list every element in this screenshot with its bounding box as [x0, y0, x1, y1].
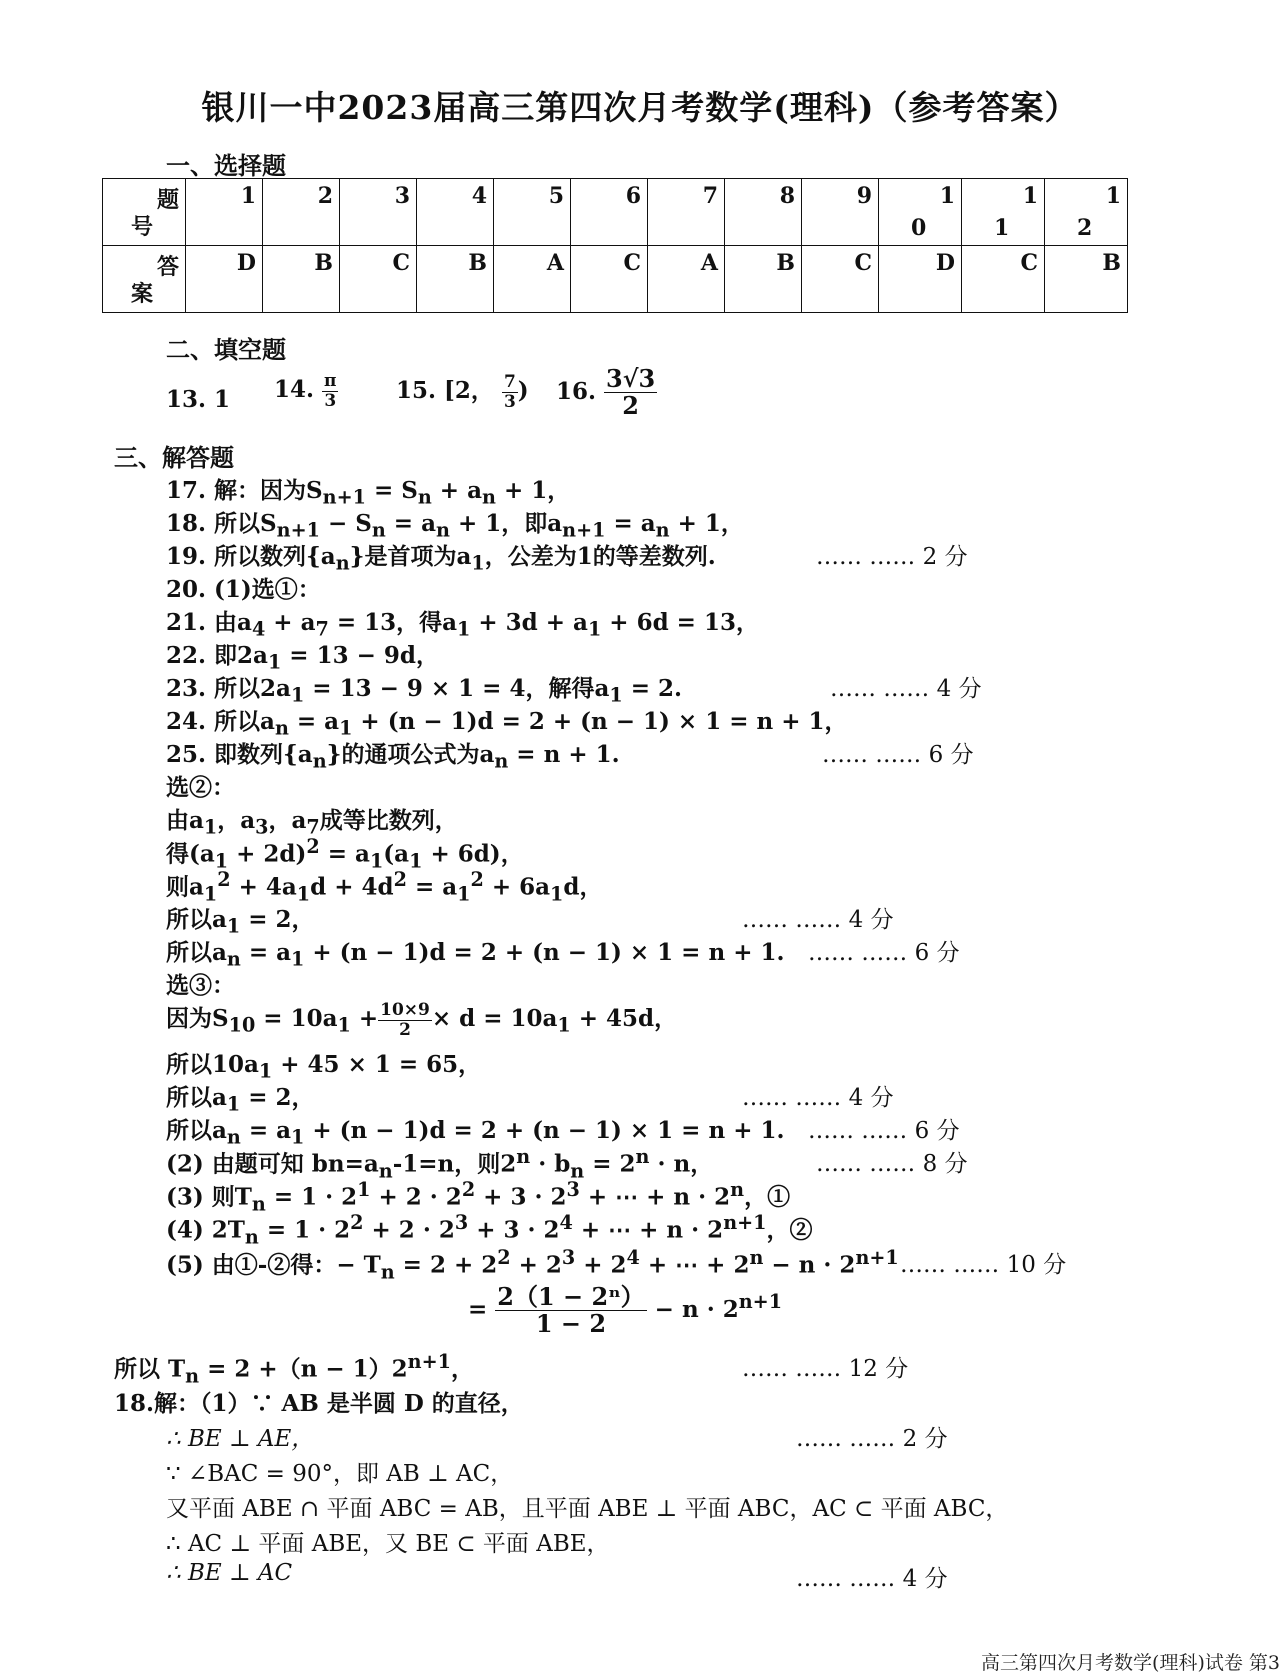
answer-cell: C: [802, 246, 879, 313]
solution-line: 所以$a_n = a_1 + (n - 1)d = 2 + (n - 1) \times 1 = n + 1$.: [166, 939, 785, 971]
solution-line: 21. 由$a_4 + a_7 = 13$，得$a_1 + 3d + a_1 + 6d = 13$，: [166, 609, 759, 641]
number-cell: 1 1: [962, 179, 1045, 246]
answer-cell: C: [962, 246, 1045, 313]
score-marker: …… …… 6 分: [808, 1118, 960, 1144]
table-row-numbers: [103, 179, 1128, 246]
solution-line: ∴ BE ⊥ AC: [166, 1560, 293, 1586]
solution-line: 所以 $T_n = 2 +(n - 1)2^{n+1}$，: [114, 1350, 474, 1388]
solution-line: 23. 所以$2a_1 = 13 - 9 \times 1 = 4$，解得$a_1 = 2$.: [166, 675, 682, 707]
solution-line: = $\frac{\text{2（1 − 2ⁿ）}}{1 - 2}$ − $n \cdot 2^{n+1}$: [468, 1282, 783, 1339]
number-cell: 9: [802, 179, 879, 246]
answer-15: 15. [2， $\frac{7}{3}$ ): [396, 371, 529, 412]
answer-cell: D: [879, 246, 962, 313]
score-marker: …… …… 10 分: [900, 1252, 1067, 1278]
section-solution-heading: 三、解答题: [114, 443, 234, 472]
score-marker: …… …… 2 分: [816, 544, 968, 570]
header-cell-answer: 答 案: [103, 246, 186, 313]
solution-line: 20. (1)选①：: [166, 576, 321, 603]
number-cell: 5: [494, 179, 571, 246]
answer-cell: B: [725, 246, 802, 313]
score-marker: …… …… 6 分: [808, 940, 960, 966]
solution-line: 19. 所以数列$\{a_n\}$是首项为$a_1$，公差为1的等差数列.: [166, 543, 716, 575]
solution-line: ∵ ∠BAC = 90°，即 AB ⊥ AC，: [166, 1461, 514, 1487]
solution-line: 又平面 ABE ∩ 平面 ABC = AB，且平面 ABE ⊥ 平面 ABC，AC ⊂ 平面 ABC，: [166, 1496, 1009, 1522]
solution-line: 24. 所以$a_n = a_1 + (n - 1)d = 2 + (n - 1) \times 1 = n + 1$，: [166, 708, 848, 740]
answer-cell: A: [648, 246, 725, 313]
number-cell: 1 0: [879, 179, 962, 246]
answer-cell: D: [186, 246, 263, 313]
number-cell: 3: [340, 179, 417, 246]
section-fill-heading: 二、填空题: [166, 335, 286, 364]
solution-line: 18.解：（1）∵ AB 是半圆 D 的直径，: [114, 1390, 524, 1417]
score-marker: …… …… 2 分: [796, 1426, 948, 1452]
solution-line: 由$a_1$，$a_3$，$a_7$成等比数列，: [166, 807, 458, 839]
number-cell: 7: [648, 179, 725, 246]
solution-line: (5) 由①-②得：− $T_n = 2 + 2^2 + 2^3 + 2^4$ + ⋯ + $2^n - n \cdot 2^{n+1}$: [166, 1246, 899, 1284]
solution-line: 17. 解：因为$S_{n+1} = S_n + a_n + 1$，: [166, 477, 571, 509]
answer-16: 16. $\frac{3√3}{2}$: [556, 364, 656, 421]
score-marker: …… …… 12 分: [742, 1356, 909, 1382]
score-marker: …… …… 8 分: [816, 1151, 968, 1177]
solution-line: 得$(a_1 + 2d)^2 = a_1(a_1 + 6d)$，: [166, 835, 524, 873]
solution-line: 则$a_1^2 + 4a_1d + 4d^2 = a_1^2 + 6a_1d$，: [166, 868, 603, 906]
number-cell: 8: [725, 179, 802, 246]
solution-line: 因为$S_{10} = 10a_1$ + $\frac{10\times 9}{2}$ × $d = 10a_1 + 45d$，: [166, 999, 678, 1040]
page-title: 银川一中2023届高三第四次月考数学(理科)（参考答案）: [201, 88, 1079, 127]
solution-line: 所以$a_1 = 2$，: [166, 1084, 315, 1116]
answer-14: 14. $\frac{\pi}{3}$: [274, 371, 337, 411]
score-marker: …… …… 4 分: [830, 676, 982, 702]
solution-line: ∴ BE ⊥ AE，: [166, 1426, 315, 1452]
page-footer: 高三第四次月考数学(理科)试卷 第3: [981, 1652, 1280, 1674]
score-marker: …… …… 4 分: [742, 907, 894, 933]
solution-line: 选②：: [166, 774, 235, 801]
answer-cell: C: [571, 246, 648, 313]
answer-table: [102, 178, 1128, 313]
solution-line: 18. 所以$S_{n+1} - S_n = a_n + 1$，即$a_{n+1} = a_n + 1$，: [166, 510, 744, 542]
solution-line: ∴ AC ⊥ 平面 ABE，又 BE ⊂ 平面 ABE，: [166, 1531, 610, 1557]
score-marker: …… …… 6 分: [822, 742, 974, 768]
solution-line: 所以$10a_1 + 45 \times 1 = 65$，: [166, 1051, 482, 1083]
number-cell: 1: [186, 179, 263, 246]
solution-line: (2) 由题可知 $bn=a_n-1=n$，则$2^n \cdot b_n = 2^n \cdot n$，: [166, 1145, 714, 1183]
answer-cell: B: [1045, 246, 1128, 313]
solution-line: 选③：: [166, 972, 235, 999]
answer-cell: B: [417, 246, 494, 313]
section-choice-heading: 一、选择题: [166, 151, 286, 180]
answer-cell: C: [340, 246, 417, 313]
header-cell-number: 题 号: [103, 179, 186, 246]
solution-line: (3) 则$T_n = 1 \cdot 2^1 + 2 \cdot 2^2 + 3 \cdot 2^3$ + ⋯ + $n \cdot 2^n$，①: [166, 1178, 791, 1216]
number-cell: 4: [417, 179, 494, 246]
solution-line: 所以$a_1 = 2$，: [166, 906, 315, 938]
answer-13: 13. 1: [166, 386, 231, 413]
solution-line: 所以$a_n = a_1 + (n - 1)d = 2 + (n - 1) \times 1 = n + 1$.: [166, 1117, 785, 1149]
number-cell: 2: [263, 179, 340, 246]
number-cell: 6: [571, 179, 648, 246]
answer-cell: A: [494, 246, 571, 313]
score-marker: …… …… 4 分: [742, 1085, 894, 1111]
solution-line: (4) $2T_n = 1 \cdot 2^2 + 2 \cdot 2^3 + 3 \cdot 2^4$ + ⋯ + $n \cdot 2^{n+1}$，②: [166, 1211, 813, 1249]
table-row-answers: [103, 246, 1128, 313]
score-marker: …… …… 4 分: [796, 1566, 948, 1592]
solution-line: 22. 即$2a_1 = 13 - 9d$，: [166, 642, 439, 674]
answer-cell: B: [263, 246, 340, 313]
solution-line: 25. 即数列$\{a_n\}$的通项公式为$a_n = n + 1$.: [166, 741, 620, 773]
number-cell: 1 2: [1045, 179, 1128, 246]
